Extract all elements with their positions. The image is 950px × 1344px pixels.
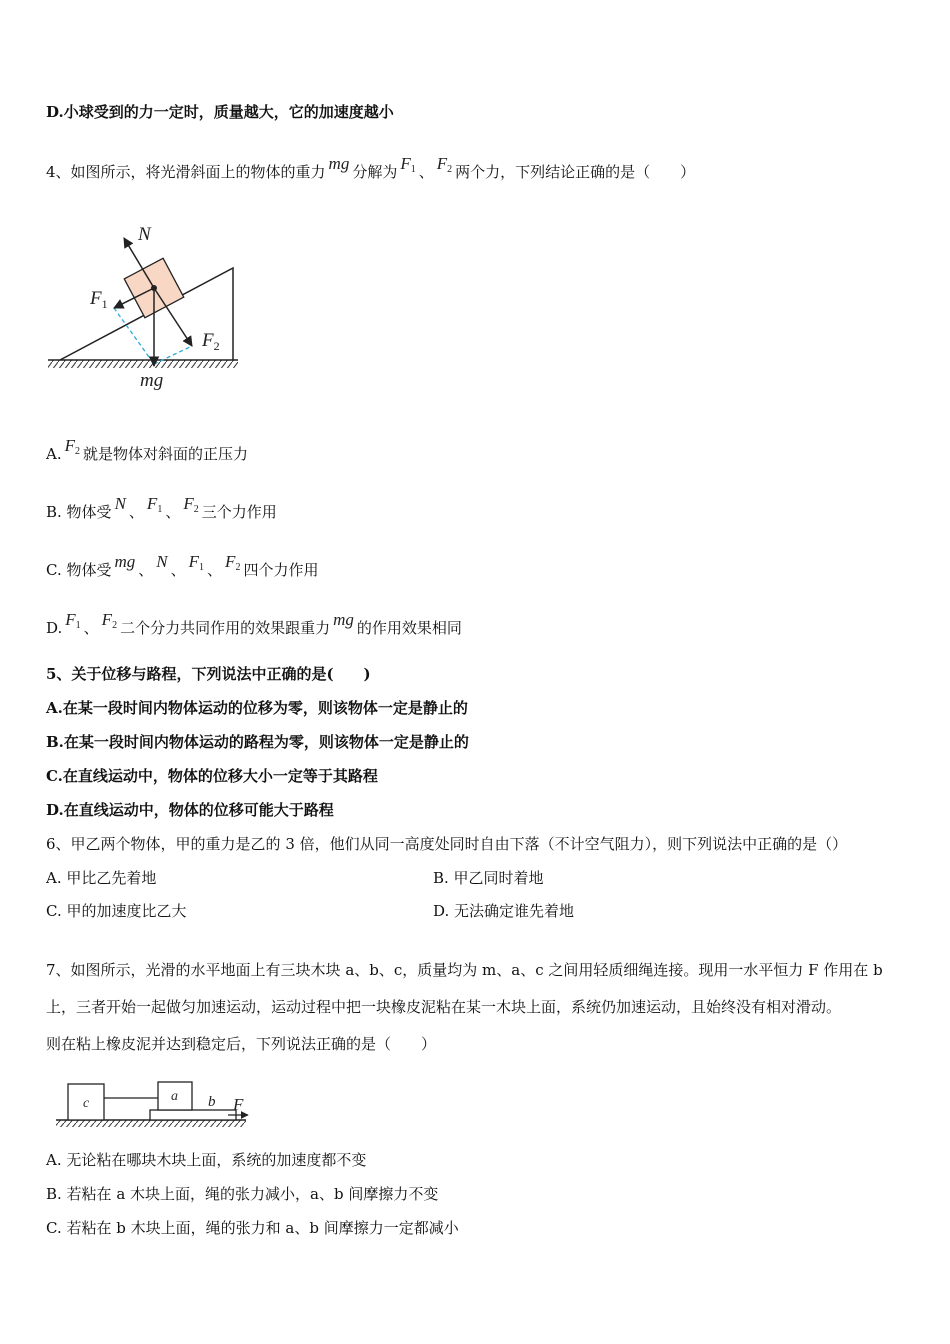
q7-option-b: B. 若粘在 a 木块上面，绳的张力减小，a、b 间摩擦力不变 (46, 1185, 439, 1203)
q4-stem-text-a: 4、如图所示，将光滑斜面上的物体的重力 (46, 163, 326, 181)
q5-option-d: D.在直线运动中，物体的位移可能大于路程 (46, 801, 334, 819)
f2-symbol: $F_2$ (64, 436, 80, 457)
q5-option-c: C.在直线运动中，物体的位移大小一定等于其路程 (46, 767, 378, 785)
q7-option-a: A. 无论粘在哪块木块上面，系统的加速度都不变 (46, 1151, 367, 1169)
q4-option-a: A. $F_2$ 就是物体对斜面的正压力 (46, 436, 249, 463)
q4-stem-text-d: 两个力，下列结论正确的是（ ） (455, 163, 696, 181)
q4-stem-mg: mg (328, 154, 350, 173)
q6-option-d: D. 无法确定谁先着地 (433, 902, 575, 920)
label-c: c (83, 1096, 90, 1111)
q4-incline-figure (40, 218, 250, 398)
label-b: b (208, 1094, 216, 1110)
label-N: N (138, 224, 151, 245)
q6-option-c: C. 甲的加速度比乙大 (46, 902, 187, 920)
label-a: a (171, 1089, 178, 1104)
q6-option-a: A. 甲比乙先着地 (46, 869, 157, 887)
ground-hatch (56, 1120, 246, 1127)
q4-option-c: C. 物体受 mg 、 N 、 $F_1$ 、 $F_2$ 四个力作用 (46, 552, 319, 579)
label-F1: $F_1$ (90, 288, 108, 311)
q6-stem: 6、甲乙两个物体，甲的重力是乙的 3 倍，他们从同一高度处同时自由下落（不计空气阻力），则下列说法中正确的是（） (46, 835, 848, 853)
q4-stem-f1: $F_1$ (400, 154, 416, 175)
q6-option-b: B. 甲乙同时着地 (433, 869, 544, 887)
q5-stem: 5、关于位移与路程，下列说法中正确的是( ) (46, 665, 371, 683)
q7-blocks-figure (52, 1074, 252, 1130)
label-mg: mg (140, 370, 164, 391)
center-dot (151, 285, 157, 291)
q5-option-a: A.在某一段时间内物体运动的位移为零，则该物体一定是静止的 (46, 699, 468, 717)
q4-stem-f2: $F_2$ (436, 154, 453, 175)
q7-stem-line-3: 则在粘上橡皮泥并达到稳定后，下列说法正确的是（ ） (46, 1035, 437, 1053)
q7-stem-line-1: 7、如图所示，光滑的水平地面上有三块木块 a、b、c，质量均为 m、a、c 之间用轻质细绳连接。现用一水平恒力 F 作用在 b (46, 961, 883, 979)
label-F: F (233, 1095, 244, 1114)
q4-stem-text-b: 分解为 (352, 163, 398, 181)
q3-option-d: D.小球受到的力一定时，质量越大，它的加速度越小 (46, 103, 394, 121)
label-F2: $F_2$ (202, 330, 220, 353)
q5-option-b: B.在某一段时间内物体运动的路程为零，则该物体一定是静止的 (46, 733, 469, 751)
q7-option-c: C. 若粘在 b 木块上面，绳的张力和 a、b 间摩擦力一定都减小 (46, 1219, 459, 1237)
q4-stem (46, 154, 696, 188)
q4-option-b: B. 物体受 N 、 $F_1$ 、 $F_2$ 三个力作用 (46, 494, 277, 521)
block-b (150, 1110, 236, 1120)
q4-stem-text-c: 、 (418, 163, 434, 181)
q7-stem-line-2: 上，三者开始一起做匀加速运动，运动过程中把一块橡皮泥粘在某一木块上面，系统仍加速运动，且始终没有相对滑动。 (46, 998, 842, 1016)
ground-hatch (48, 360, 238, 368)
q4-option-d: D. $F_1$ 、 $F_2$ 二个分力共同作用的效果跟重力 mg 的作用效果相同 (46, 610, 462, 637)
